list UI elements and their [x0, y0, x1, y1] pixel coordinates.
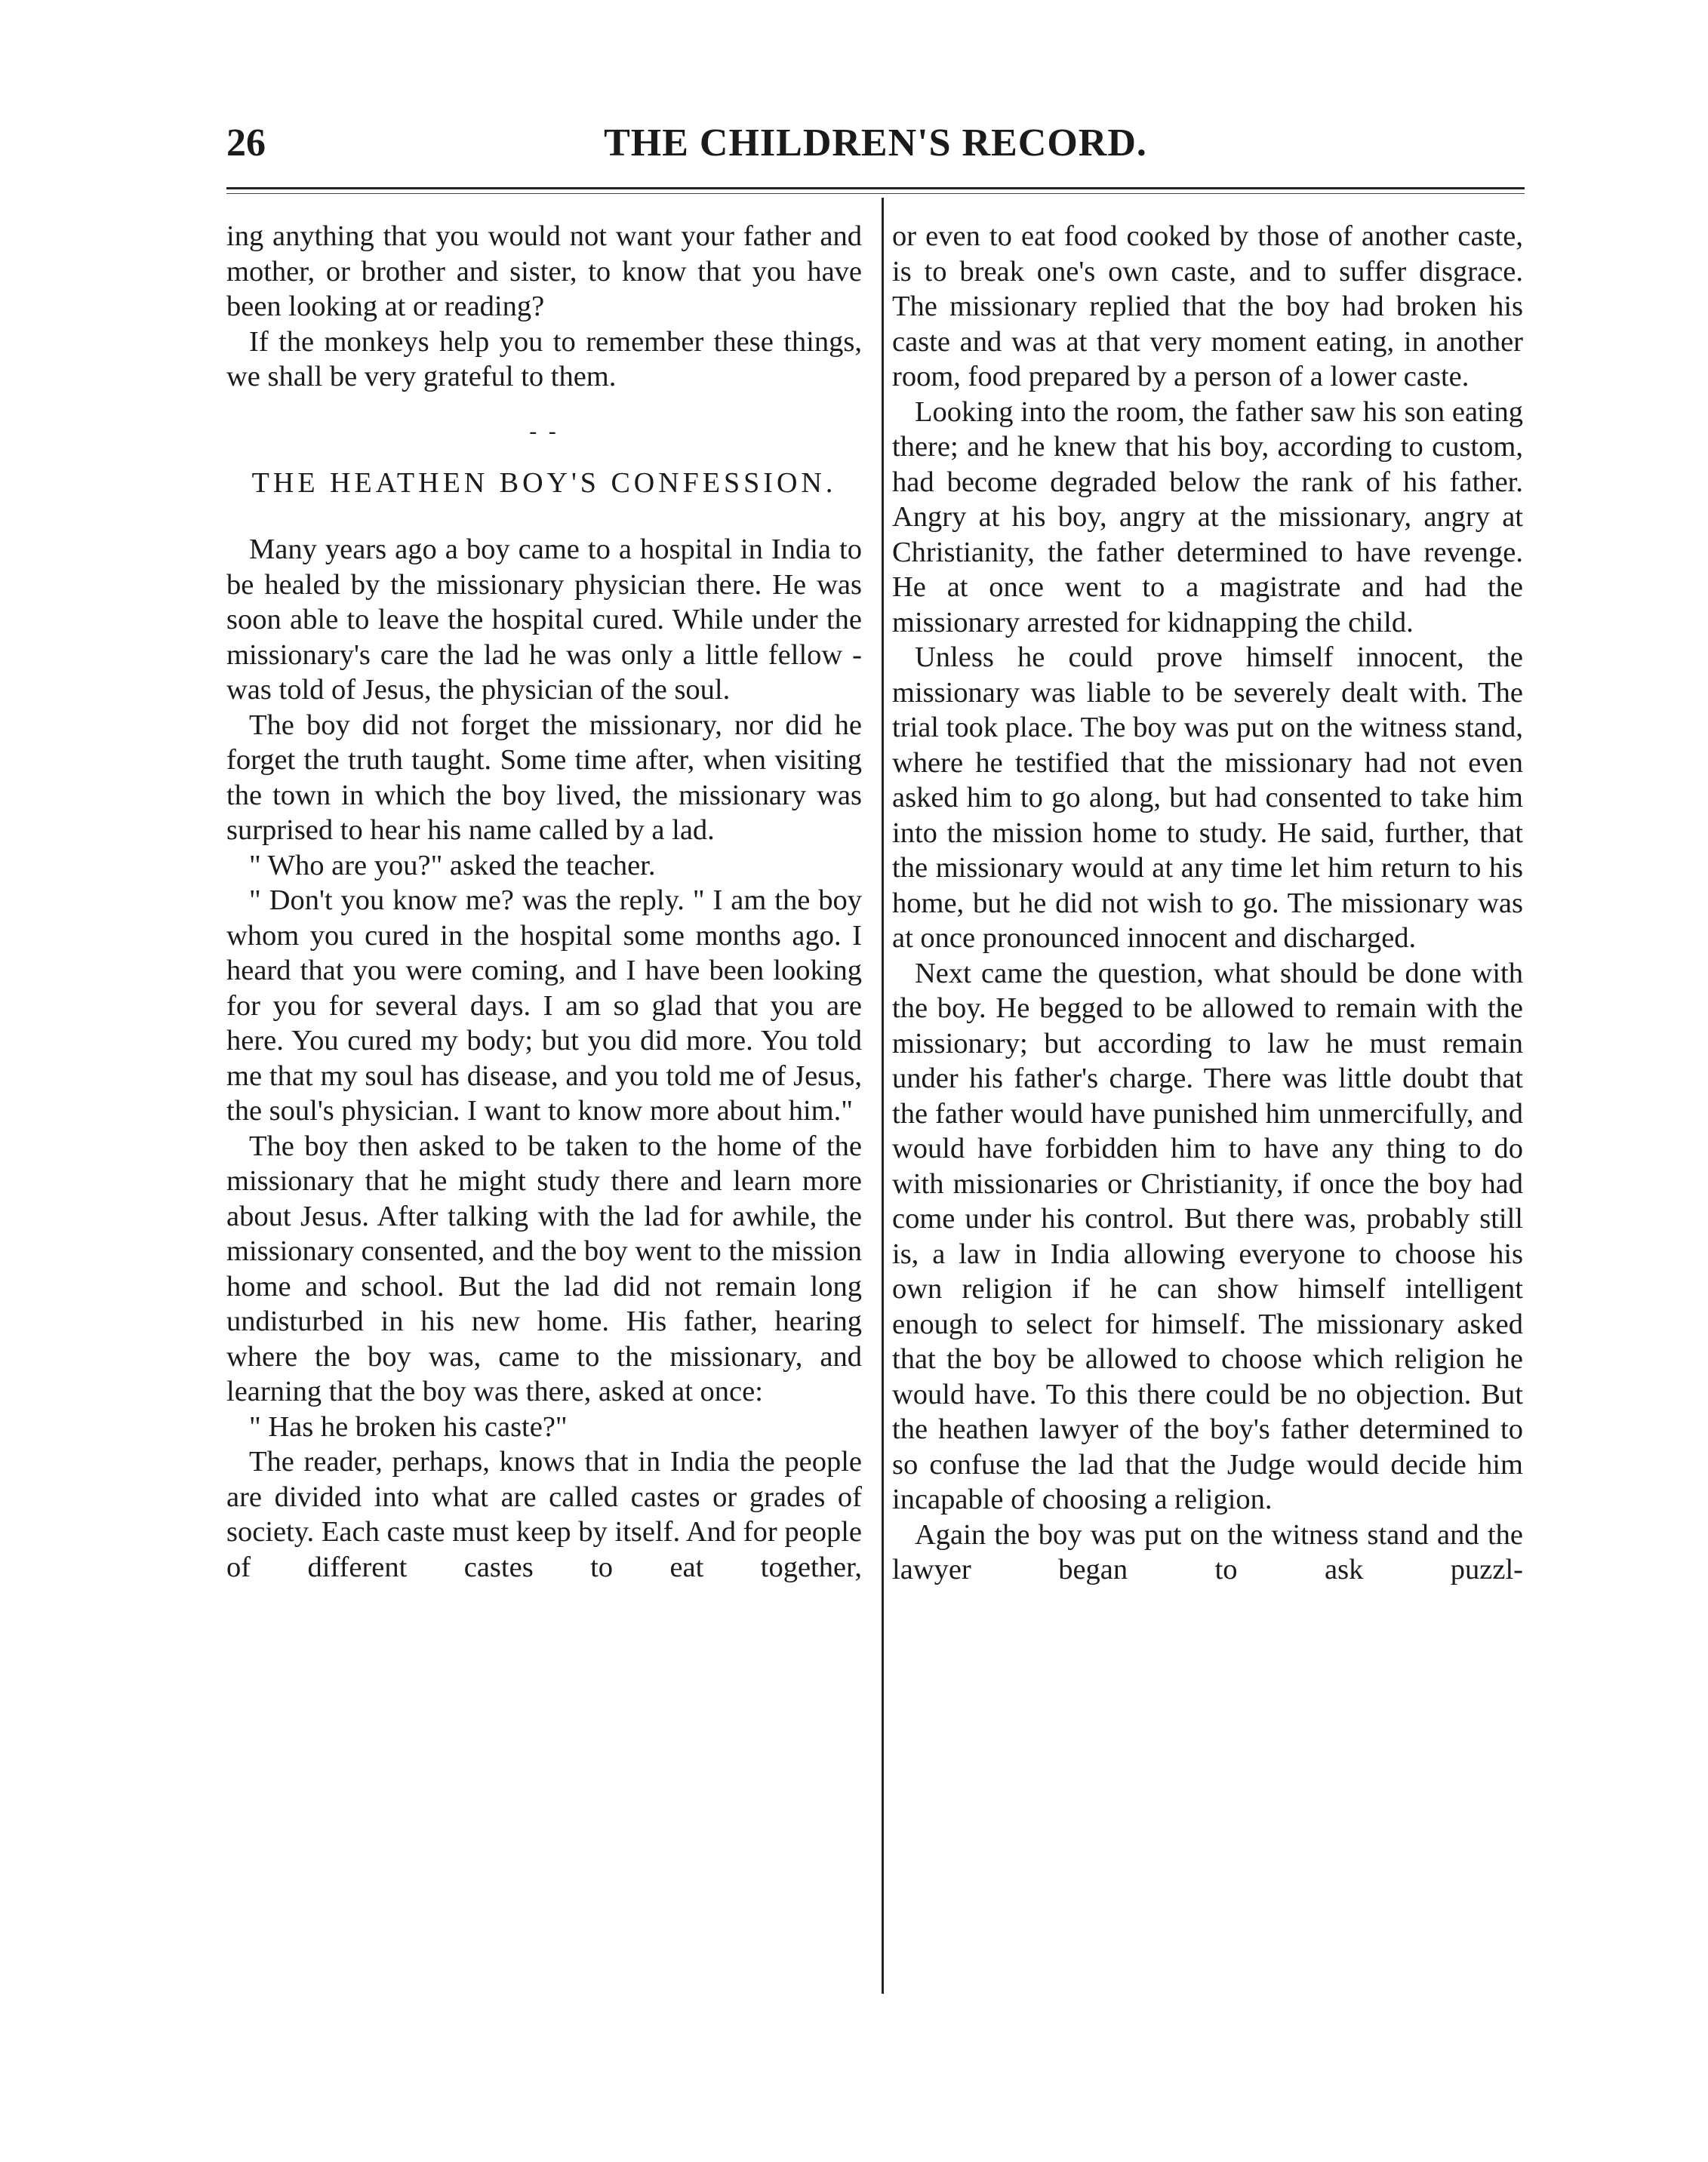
body-paragraph: The boy did not forget the missionary, nor did he forget the truth taught. Some time after, when visiting the town in which the boy lived, the missionary was surprised to hear his name called by a lad. — [226, 709, 862, 846]
body-paragraph: Many years ago a boy came to a hospital in India to be healed by the missionary physician there. He was soon able to leave the hospital cured. While under the missionary's care the lad he was only a little fellow - was told of Jesus, the physician of the soul. — [226, 534, 862, 706]
body-paragraph: " Don't you know me? was the reply. " I am the boy whom you cured in the hospital some months ago. I heard that you were coming, and I have been looking for you for several days. I am so glad that you are here. You cured my body; but you did more. You told me that my soul has disease, and you told me of Jesus, the soul's physician. I want to know more about him." — [226, 884, 862, 1127]
intro-paragraph: ing anything that you would not want your father and mother, or brother and sister, to know that you have been looking at or reading? — [226, 220, 862, 322]
page-header — [226, 113, 1525, 181]
body-paragraph: Looking into the room, the father saw his son eating there; and he knew that his boy, according to custom, had become degraded below the rank of his father. Angry at his boy, angry at the missionary, angry at Christianity, the father determined to have revenge. He at once went to a magistrate and had the missionary arrested for kidnapping the child. — [892, 395, 1523, 638]
monkeys-paragraph: If the monkeys help you to remember these things, we shall be very grateful to them. — [226, 325, 862, 392]
page-number: 26 — [226, 121, 266, 165]
header-rule — [226, 187, 1525, 189]
body-paragraph: or even to eat food cooked by those of another caste, is to break one's own caste, and to suffer disgrace. The missionary replied that the boy had broken his caste and was at that very moment eating, in another room, food prepared by a person of a lower caste. — [892, 220, 1523, 392]
body-paragraph: Unless he could prove himself innocent, the missionary was liable to be severely dealt with. The trial took place. The boy was put on the witness stand, where he testified that the missionary had not even asked him to go along, but had consented to take him into the mission home to study. He said, further, that the missionary would at any time let him return to his home, but he did not wish to go. The missionary was at once pronounced innocent and discharged. — [892, 641, 1523, 954]
left-column — [226, 219, 862, 1585]
column-divider — [882, 198, 884, 1994]
header-rule-thin — [226, 193, 1525, 194]
body-paragraph: " Who are you?" asked the teacher. — [249, 849, 656, 881]
body-paragraph: Again the boy was put on the witness stand and the lawyer began to ask puzzl- — [892, 1518, 1523, 1585]
body-paragraph: Next came the question, what should be done with the boy. He begged to be allowed to remain with the missionary; but according to law he must remain under his father's charge. There was little doubt that the father would have punished him unmercifully, and would have forbidden him to have any thing to do with missionaries or Christianity, if once the boy had come under his control. But there was, probably still is, a law in India allowing everyone to choose his own religion if he can show himself intelligent enough to select for himself. The missionary asked that the boy be allowed to choose which religion he would have. To this there could be no objection. But the heathen lawyer of the boy's father determined to so confuse the lad that the Judge would decide him incapable of choosing a religion. — [892, 957, 1523, 1515]
section-separator: - - — [529, 418, 559, 444]
right-column — [892, 219, 1523, 1588]
article-title: THE HEATHEN BOY'S CONFESSION. — [251, 467, 837, 499]
body-paragraph: " Has he broken his caste?" — [249, 1410, 568, 1443]
body-paragraph: The boy then asked to be taken to the home of the missionary that he might study there and learn more about Jesus. After talking with the lad for awhile, the missionary consented, and the boy went to the mission home and school. But the lad did not remain long undisturbed in his new home. His father, hearing where the boy was, came to the missionary, and learning that the boy was there, asked at once: — [226, 1130, 862, 1407]
body-paragraph: The reader, perhaps, knows that in India the people are divided into what are called castes or grades of society. Each caste must keep by itself. And for people of different castes to eat together, — [226, 1446, 862, 1583]
running-title: THE CHILDREN'S RECORD. — [604, 121, 1147, 165]
